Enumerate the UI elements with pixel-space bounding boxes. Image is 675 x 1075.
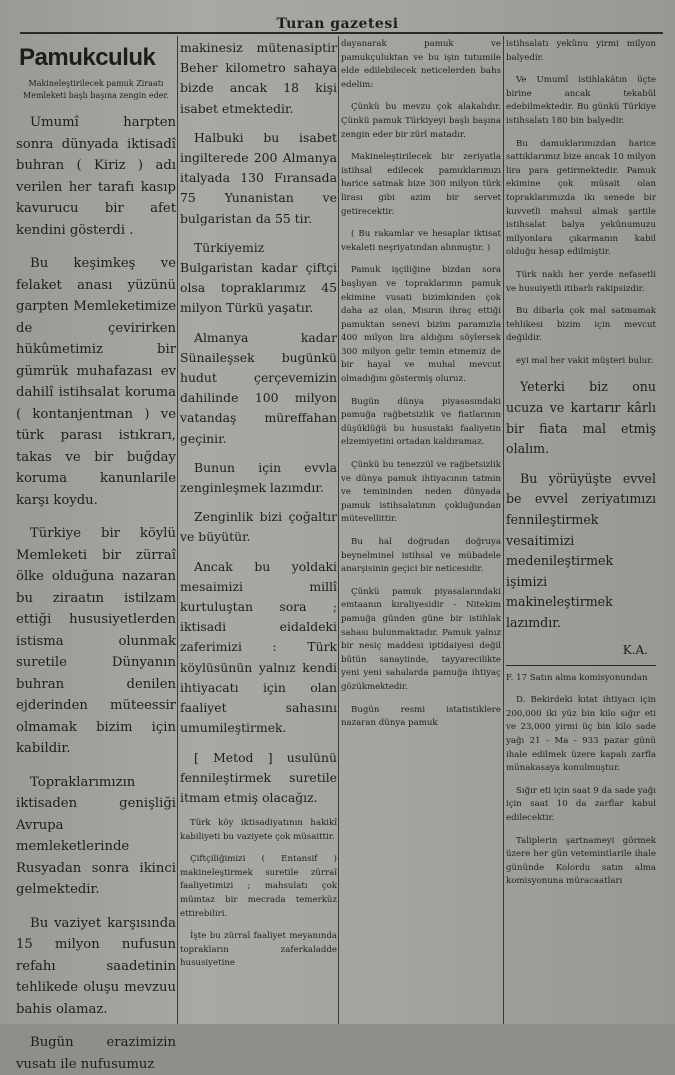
- column-2-body: [180, 38, 337, 808]
- paragraph: [ Metod ] usulünü fennileştirmek suretile itmam etmiş olacağız.: [180, 749, 337, 805]
- paragraph: Topraklarımızın iktisaden genişliği Avrupa memleketlerinde Rusyadan sonra ikinci gelmektedir.: [16, 774, 176, 897]
- paragraph: Sığır eti için saat 9 da sade yağı için saat 10 da zarflar kabul edilecektir.: [506, 785, 656, 823]
- paragraph: Türk köy iktisadiyatının hakikî kabiliyeti bu vaziyete çok müsaittir.: [180, 818, 337, 842]
- paragraph: Bugün erazimizin vusatı ile nufusumuz: [16, 1035, 176, 1072]
- column-divider: [177, 36, 178, 1024]
- article-subheading: Makineleştirilecek pamuk Ziraatı Memleketi başlı başına zengin eder.: [23, 79, 169, 100]
- paragraph: Çünkü bu mevzu çok alakalıdır. Çünkü pamuk Türkiyeyi başlı başına zengin eder bir zürî matadır.: [341, 102, 501, 140]
- paragraph: Çünkü pamuk piyasalarındaki emtaanın kıraliyesidir - Nitekim pamuğa günden güne bir istihlak sahası bulunmaktadır. Pamuk yalnız bir nesiç maddesi iptidaiyesi değil bütün sanayiinde, tayyarecilikte yeni yeni sahalarda pamuğa ihtiyaç gözükmektedir.: [341, 586, 501, 692]
- paragraph: Türkiye bir köylü Memleketi bir zürraî ölke olduğuna nazaran bu ziraatın istilzam ettiği hususiyetlerden istisma olunmak suretile Dünyanın buhran denilen ejderinden müteessir olmamak bizim için kabildir.: [16, 526, 176, 756]
- paragraph: Bunun için evvla zenginleşmek lazımdır.: [180, 459, 337, 496]
- column-2-small-body: [180, 817, 337, 971]
- masthead-rule: [20, 32, 663, 34]
- paragraph: Bu yörüyüşte evvel be evvel zeriyatımızı fennileştirmek vesaitimizi medenileştirmek işimizi makineleştirmek lazımdır.: [506, 470, 656, 630]
- paragraph: Pamuk işçiliğine bizdan sora başlıyan ve topraklarının pamuk ekimine vusati bizimkinden çok daha az olan, Mısırın ihraç ettiği pamuktan senevi bizim paramızla 400 milyon lira aldığını söylersek 300 milyon gelir temin etmemiz de bir hayal ve muhal mevcut olmadığını göstermiş oluruz.: [341, 265, 501, 385]
- paragraph: Çiftçiliğimizi ( Entansif ) makineleştirmek suretile zürraî faaliyetimizi ; mahsulatı çok mümtaz bir mecrada temerküz ettirebiliri.: [180, 854, 337, 919]
- paragraph: Bu dibarla çok mal satmamak tehlikesi bizim için mevcut değildir.: [506, 306, 656, 344]
- paragraph: Bu damuklarımızdan harice sattıklarımız bize ancak 10 milyon lira para getirmektedir. Pamuk ekimine çok müsait olan topraklarımızda ikı senede bir kuvvetli mahsul almak şartile istihsalat balya yekûnumuzu milyonlara çıkarmanın kabil olduğu hesap edilmiştir.: [506, 138, 656, 258]
- paragraph: Makineleştirilecek bir zeriyatla istihsal edilecek pamuklarımızı harice satmak bize 300 milyon türk lirası gibi azim bir servet getirecektir.: [341, 152, 501, 217]
- column-4-large-body: [506, 377, 656, 633]
- column-4-body: [506, 38, 656, 368]
- column-2: [180, 38, 337, 1024]
- paragraph: Zenginlik bizi çoğaltır ve büyütür.: [180, 509, 337, 545]
- column-4: [506, 38, 656, 1024]
- paragraph: ( Bu rakamlar ve hesaplar iktisat vekaleti neşriyatından alınmıştır. ): [341, 229, 501, 253]
- paragraph: D. Bekirdeki kıtat ihtiyacı için 200,000 iki yüz bin kilo sığır eti ve 23,000 yirmi üç bin kilo sade yağı 21 - Ma - 933 pazar günü ihale edilmek üzere kapalı zarfla münakasaya konulmuştur.: [506, 695, 656, 774]
- paragraph: makinesiz mütenasiptir Beher kilometro sahaya bizde ancak 18 kişi isabet etmektedir.: [180, 40, 337, 116]
- paragraph: Umumî harpten sonra dünyada iktisadî buhran ( Kiriz ) adı verilen her tarafı kasıp kavurucu bir afet kendini gösterdi .: [16, 115, 176, 238]
- column-divider: [503, 36, 504, 1024]
- paragraph: Çünkü bu tenezzül ve rağbetsizlik ve dünya pamuk ihtiyacının tatmin ve temininden neden dünyada pamuk istihsalatının çokluğundan mütevellittir.: [341, 460, 501, 525]
- paragraph: Bugün resmi istatistiklere nazaran dünya pamuk: [341, 704, 501, 729]
- paragraph: Türkiyemiz Bulgaristan kadar çiftçi olsa topraklarımız 45 milyon Türkü yaşatır.: [180, 239, 337, 316]
- section-divider: [506, 665, 656, 666]
- paragraph: Bu hal doğrudan doğruya beynelminel istihsal ve mübadele anarşisinin geçici bir neticesidir.: [341, 537, 501, 575]
- paragraph: istihsalatı yekûnu yirmi milyon balyedir.: [506, 39, 656, 63]
- paragraph: dayanarak pamuk ve pamukçuluktan ve bu işin tutumile elde edilebilecek neticelerden bahs edelim:: [341, 39, 501, 90]
- masthead: [0, 0, 675, 34]
- paragraph: Bu keşimkeş ve felaket anası yüzünü garpten Memleketimize de çevirirken hükûmetimiz bir gümrük muhafazası ev dahilî istihsalat koruma ( kontanjentman ) ve türk parası istıkrarı, takas ve bir buğday koruma kanunlarile karşı koydu.: [16, 256, 176, 508]
- paragraph: Almanya kadar Sünaileşsek bugünkü hudut çerçevemizin dahilinde 100 milyon vatandaş müreffahan geçinir.: [180, 329, 337, 446]
- paragraph: eyi mal her vakit müşteri bulur.: [516, 355, 654, 366]
- column-divider: [338, 36, 339, 1024]
- paragraph: Türk naklı her yerde nefasetli ve husuiyetli itibarlı rakipsizdir.: [506, 269, 656, 294]
- paragraph: İşte bu zürraî faaliyet meyanında toprakların zaferkaladde hususiyetine: [180, 931, 337, 969]
- article-signature: K.A.: [622, 642, 648, 657]
- paragraph: Ve Umumî istihlakâtın üçte birine ancak tekabül edebilmektedir. Bu günkü Türkiye istihsalatı 180 bin balyedir.: [506, 75, 656, 126]
- column-3-body: [341, 38, 501, 731]
- paragraph: Taliplerin şartnameyi görmek üzere her gün vetemintlarile ihale gününde Kolordu satın alma komisyonuna müracaatları: [506, 835, 656, 887]
- paragraph: Bugün dünya piyasasındaki pamuğa rağbetsizlik ve fiatlarının düşüklüğü bu husustaki faaliyetin elzemiyetini ortadan kaldıramaz.: [341, 396, 501, 448]
- notice-block: [506, 672, 656, 889]
- column-3: [341, 38, 501, 1024]
- notice-heading: F. 17 Satın alma komisyonundan: [506, 672, 648, 683]
- newspaper-title: Turan gazetesi: [276, 16, 399, 32]
- paragraph: Ancak bu yoldaki mesaimizi millî kurtuluştan sora ; iktisadi eidaldeki zaferimizi : Türk köylüsünün yalnız kendi ihtiyacatı için olan faaliyet sahasını umumileştirmek.: [180, 558, 337, 736]
- article-headline: Pamukculuk: [19, 44, 156, 71]
- column-1: [16, 38, 176, 1072]
- paragraph: Bu vaziyet karşısında 15 milyon nufusun refahı saadetinin tehlikede oluşu mevzuu bahis olamaz.: [16, 915, 176, 1017]
- paragraph: Halbuki bu isabet ingilterede 200 Almanya italyada 130 Fıransada 75 Yunanistan ve bulgaristan da 55 tir.: [180, 129, 337, 226]
- paragraph: Yeterki biz onu ucuza ve kartarır kârlı bir fiata mal etmiş olalım.: [506, 379, 656, 457]
- column-1-body: [16, 112, 176, 1075]
